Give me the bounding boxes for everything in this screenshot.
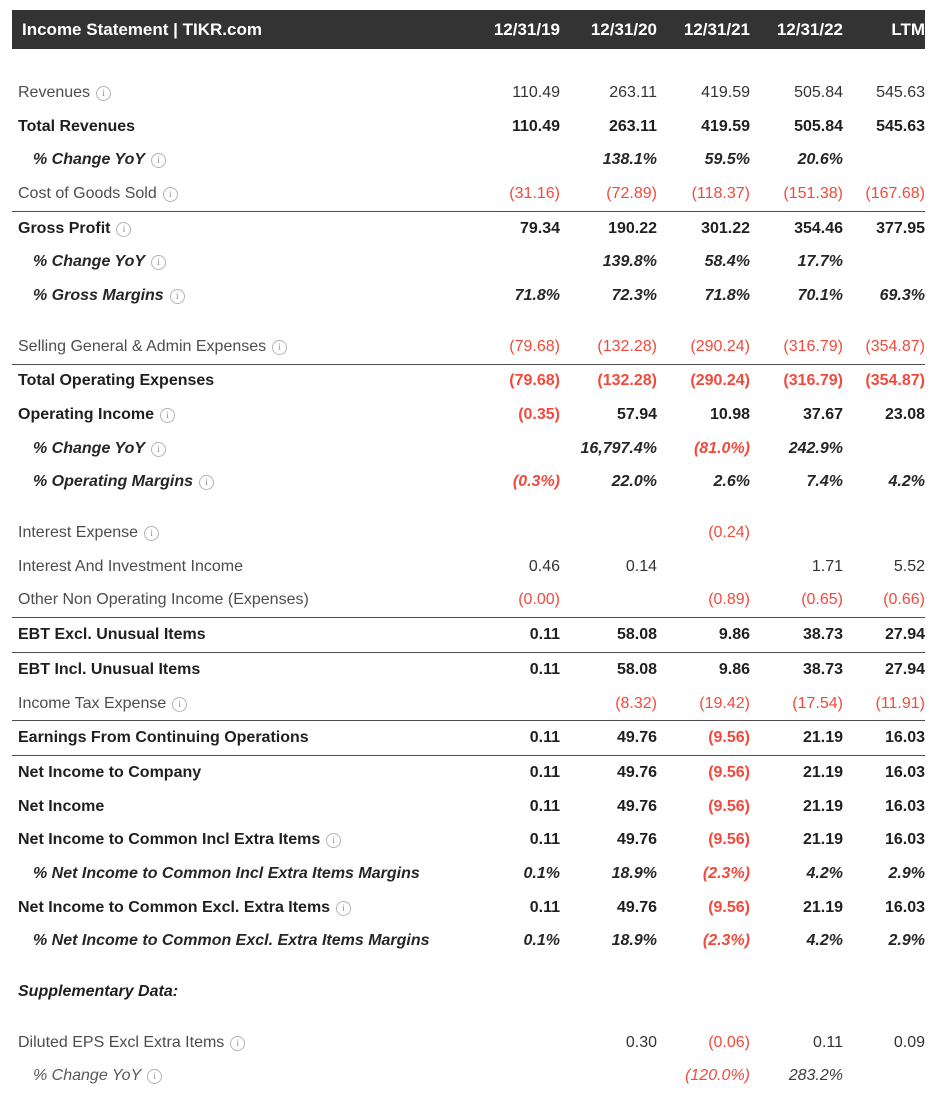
cell-value: 59.5% (704, 151, 750, 169)
row-label: % Net Income to Common Incl Extra Items Margins (33, 864, 420, 882)
cell-value: 505.84 (794, 83, 843, 101)
cell-value: 23.08 (884, 406, 925, 424)
cell-value: 18.9% (611, 864, 657, 882)
cell-value: 20.6% (797, 151, 843, 169)
cell-value (560, 958, 657, 1009)
row-label: Gross Profit (18, 219, 111, 237)
table-row (12, 1060, 925, 1094)
cell-value: 190.22 (560, 211, 657, 245)
info-icon[interactable]: i (116, 222, 131, 237)
info-icon[interactable]: i (151, 255, 166, 270)
table-row (12, 364, 925, 398)
row-label: Interest And Investment Income (18, 557, 244, 575)
cell-value: 545.63 (876, 117, 925, 135)
cell-value: 0.11 (440, 756, 560, 790)
cell-value: (79.68) (509, 337, 560, 355)
cell-value (843, 245, 925, 279)
cell-value: 17.7% (797, 253, 843, 271)
table-row (12, 687, 925, 721)
cell-value (440, 687, 560, 721)
cell-value (440, 432, 560, 466)
cell-value: 16.03 (843, 756, 925, 790)
cell-value: 22.0% (611, 473, 657, 491)
cell-value: 110.49 (511, 117, 560, 135)
cell-value: 71.8% (704, 286, 750, 304)
cell-value (750, 958, 843, 1009)
row-label: % Change YoY (33, 439, 146, 457)
cell-value: 419.59 (701, 83, 750, 101)
cell-value: 49.76 (616, 797, 657, 815)
cell-value: 9.86 (657, 618, 750, 653)
row-label: % Operating Margins (33, 473, 194, 491)
cell-value: 0.1% (523, 932, 560, 950)
row-label: Net Income (18, 797, 105, 815)
cell-value: 0.11 (440, 618, 560, 653)
table-row (12, 721, 925, 756)
cell-value: 7.4% (806, 473, 843, 491)
cell-value (440, 143, 560, 177)
cell-value: 263.11 (608, 117, 657, 135)
info-icon[interactable]: i (170, 289, 185, 304)
cell-value (843, 143, 925, 177)
row-label: Supplementary Data: (18, 983, 179, 1001)
column-header: 12/31/20 (560, 10, 657, 49)
table-row (12, 211, 925, 245)
column-header: LTM (843, 10, 925, 49)
cell-value: 21.19 (750, 721, 843, 756)
cell-value: (316.79) (783, 337, 843, 355)
cell-value: 377.95 (843, 211, 925, 245)
row-label: % Change YoY (33, 1067, 142, 1085)
cell-value: 0.11 (529, 898, 560, 916)
cell-value: 27.94 (843, 618, 925, 653)
cell-value: 545.63 (876, 83, 925, 101)
row-label: Interest Expense (18, 524, 139, 542)
cell-value: 38.73 (750, 653, 843, 687)
cell-value (843, 499, 925, 550)
table-row (12, 925, 925, 959)
row-label: Cost of Goods Sold (18, 184, 157, 202)
column-header: 12/31/19 (440, 10, 560, 49)
cell-value: (120.0%) (685, 1067, 750, 1085)
cell-value: (0.89) (708, 591, 750, 609)
cell-value: (290.24) (690, 337, 750, 355)
row-label: % Change YoY (33, 151, 146, 169)
cell-value: (9.56) (708, 898, 750, 916)
cell-value: 419.59 (701, 117, 750, 135)
info-icon[interactable]: i (144, 526, 159, 541)
cell-value: 49.76 (560, 756, 657, 790)
cell-value: (354.87) (843, 364, 925, 398)
cell-value: 69.3% (879, 286, 925, 304)
cell-value: 4.2% (888, 473, 925, 491)
info-icon[interactable]: i (199, 475, 214, 490)
cell-value (750, 499, 843, 550)
cell-value: 70.1% (797, 286, 843, 304)
cell-value: (9.56) (708, 831, 750, 849)
table-row (12, 466, 925, 500)
cell-value: 0.1% (523, 864, 560, 882)
cell-value: (290.24) (657, 364, 750, 398)
table-title: Income Statement | TIKR.com (12, 10, 440, 49)
income-statement (12, 10, 925, 1093)
row-label: EBT Excl. Unusual Items (18, 626, 206, 644)
cell-value: 0.30 (625, 1033, 657, 1051)
cell-value: (79.68) (440, 364, 560, 398)
cell-value: (316.79) (750, 364, 843, 398)
table-row (12, 653, 925, 687)
row-label: % Change YoY (33, 253, 146, 271)
cell-value: 2.9% (888, 932, 925, 950)
cell-value: 263.11 (609, 83, 657, 101)
table-row (12, 313, 925, 364)
cell-value: 21.19 (802, 898, 843, 916)
cell-value: 354.46 (750, 211, 843, 245)
table-row (12, 823, 925, 857)
cell-value: (354.87) (865, 337, 925, 355)
cell-value (843, 432, 925, 466)
cell-value: (9.56) (708, 797, 750, 815)
table-row (12, 499, 925, 550)
cell-value: (132.28) (560, 364, 657, 398)
cell-value: 16.03 (843, 721, 925, 756)
info-icon[interactable]: i (272, 340, 287, 355)
column-header: 12/31/22 (750, 10, 843, 49)
cell-value: (11.91) (875, 694, 925, 712)
cell-value (657, 958, 750, 1009)
table-row (12, 584, 925, 618)
cell-value (440, 1009, 560, 1060)
row-label: Selling General & Admin Expenses (18, 337, 267, 355)
info-icon[interactable]: i (147, 1069, 162, 1084)
cell-value: (9.56) (657, 721, 750, 756)
section-heading (12, 958, 925, 1009)
cell-value: (9.56) (657, 756, 750, 790)
cell-value: 110.49 (512, 83, 560, 101)
table-row (12, 891, 925, 925)
table-row (12, 432, 925, 466)
cell-value: 71.8% (514, 286, 560, 304)
table-row (12, 245, 925, 279)
cell-value: 4.2% (806, 932, 843, 950)
cell-value: 18.9% (611, 932, 657, 950)
info-icon[interactable]: i (230, 1036, 245, 1051)
cell-value (440, 245, 560, 279)
cell-value: 2.6% (713, 473, 750, 491)
row-label: EBT Incl. Unusual Items (18, 660, 201, 678)
cell-value: 242.9% (788, 439, 843, 457)
table-header (12, 10, 925, 49)
cell-value: 49.76 (616, 898, 657, 916)
column-header: 12/31/21 (657, 10, 750, 49)
cell-value: (8.32) (615, 694, 657, 712)
cell-value: (0.65) (801, 591, 843, 609)
cell-value (440, 958, 560, 1009)
row-label: Income Tax Expense (18, 694, 167, 712)
table-row (12, 398, 925, 432)
info-icon[interactable]: i (326, 833, 341, 848)
cell-value: (17.54) (792, 694, 843, 712)
cell-value: (0.66) (883, 591, 925, 609)
cell-value: 0.09 (893, 1033, 925, 1051)
row-label: % Net Income to Common Excl. Extra Items Margins (33, 932, 430, 950)
info-icon[interactable]: i (163, 187, 178, 202)
cell-value: 72.3% (611, 286, 657, 304)
cell-value: 0.11 (440, 653, 560, 687)
table-row (12, 49, 925, 110)
cell-value: (0.3%) (512, 473, 560, 491)
cell-value: 4.2% (806, 864, 843, 882)
table-row (12, 550, 925, 584)
cell-value: (2.3%) (702, 864, 750, 882)
row-label: Revenues (18, 83, 91, 101)
cell-value: 21.19 (802, 831, 843, 849)
income-statement-body (12, 49, 925, 1093)
cell-value: 49.76 (560, 721, 657, 756)
cell-value: (0.24) (708, 524, 750, 542)
cell-value: 0.14 (625, 557, 657, 575)
cell-value: 58.4% (704, 253, 750, 271)
cell-value: 0.11 (529, 797, 560, 815)
cell-value (560, 584, 657, 618)
cell-value: (0.35) (518, 406, 560, 424)
cell-value: 0.46 (528, 557, 560, 575)
table-row (12, 177, 925, 211)
cell-value: 21.19 (802, 797, 843, 815)
cell-value: 38.73 (750, 618, 843, 653)
cell-value: 58.08 (560, 618, 657, 653)
cell-value: (2.3%) (702, 932, 750, 950)
cell-value: 0.11 (529, 831, 560, 849)
cell-value: 5.52 (893, 557, 925, 575)
row-label: Total Revenues (18, 117, 136, 135)
table-row (12, 279, 925, 313)
row-label: Net Income to Common Incl Extra Items (18, 831, 321, 849)
info-icon[interactable]: i (336, 901, 351, 916)
info-icon[interactable]: i (151, 442, 166, 457)
cell-value: 138.1% (602, 151, 657, 169)
cell-value: 16.03 (884, 898, 925, 916)
cell-value (440, 1060, 560, 1094)
row-label: Net Income to Company (18, 763, 202, 781)
cell-value: 79.34 (440, 211, 560, 245)
table-row (12, 618, 925, 653)
cell-value: 505.84 (794, 117, 843, 135)
cell-value: 1.71 (811, 557, 843, 575)
cell-value: (0.06) (708, 1033, 750, 1051)
info-icon[interactable]: i (172, 697, 187, 712)
cell-value: 10.98 (709, 406, 750, 424)
row-label: Diluted EPS Excl Extra Items (18, 1033, 225, 1051)
cell-value: 139.8% (602, 253, 657, 271)
table-row (12, 110, 925, 144)
cell-value: 37.67 (802, 406, 843, 424)
info-icon[interactable]: i (96, 86, 111, 101)
cell-value: 9.86 (657, 653, 750, 687)
cell-value (560, 499, 657, 550)
table-row (12, 857, 925, 891)
cell-value: (19.42) (699, 694, 750, 712)
row-label: Total Operating Expenses (18, 372, 215, 390)
cell-value: (31.16) (509, 184, 560, 202)
cell-value: (0.00) (518, 591, 560, 609)
cell-value: 301.22 (657, 211, 750, 245)
cell-value (440, 499, 560, 550)
cell-value: 16.03 (884, 797, 925, 815)
row-label: Net Income to Common Excl. Extra Items (18, 898, 331, 916)
header-row (12, 10, 925, 49)
cell-value: 16.03 (884, 831, 925, 849)
cell-value (560, 1060, 657, 1094)
table-row (12, 143, 925, 177)
row-label: Other Non Operating Income (Expenses) (18, 591, 309, 609)
cell-value: (167.68) (865, 184, 925, 202)
cell-value: 0.11 (813, 1033, 843, 1051)
cell-value (657, 550, 750, 584)
cell-value (843, 958, 925, 1009)
table-row (12, 1009, 925, 1060)
cell-value: (118.37) (691, 184, 750, 202)
cell-value: 283.2% (788, 1067, 843, 1085)
info-icon[interactable]: i (160, 408, 175, 423)
cell-value: 21.19 (750, 756, 843, 790)
cell-value: 2.9% (888, 864, 925, 882)
cell-value: 58.08 (560, 653, 657, 687)
cell-value: 16,797.4% (580, 439, 657, 457)
income-statement-table (12, 10, 925, 1093)
row-label: % Gross Margins (33, 286, 164, 304)
cell-value: 27.94 (843, 653, 925, 687)
cell-value: (81.0%) (693, 439, 750, 457)
cell-value: 49.76 (616, 831, 657, 849)
cell-value: 0.11 (440, 721, 560, 756)
cell-value: (151.38) (783, 184, 843, 202)
table-row (12, 790, 925, 824)
row-label: Earnings From Continuing Operations (18, 729, 309, 747)
table-row (12, 756, 925, 790)
row-label: Operating Income (18, 406, 155, 424)
cell-value: 57.94 (616, 406, 657, 424)
cell-value: (132.28) (597, 337, 657, 355)
cell-value: (72.89) (606, 184, 657, 202)
info-icon[interactable]: i (151, 153, 166, 168)
cell-value (843, 1060, 925, 1094)
